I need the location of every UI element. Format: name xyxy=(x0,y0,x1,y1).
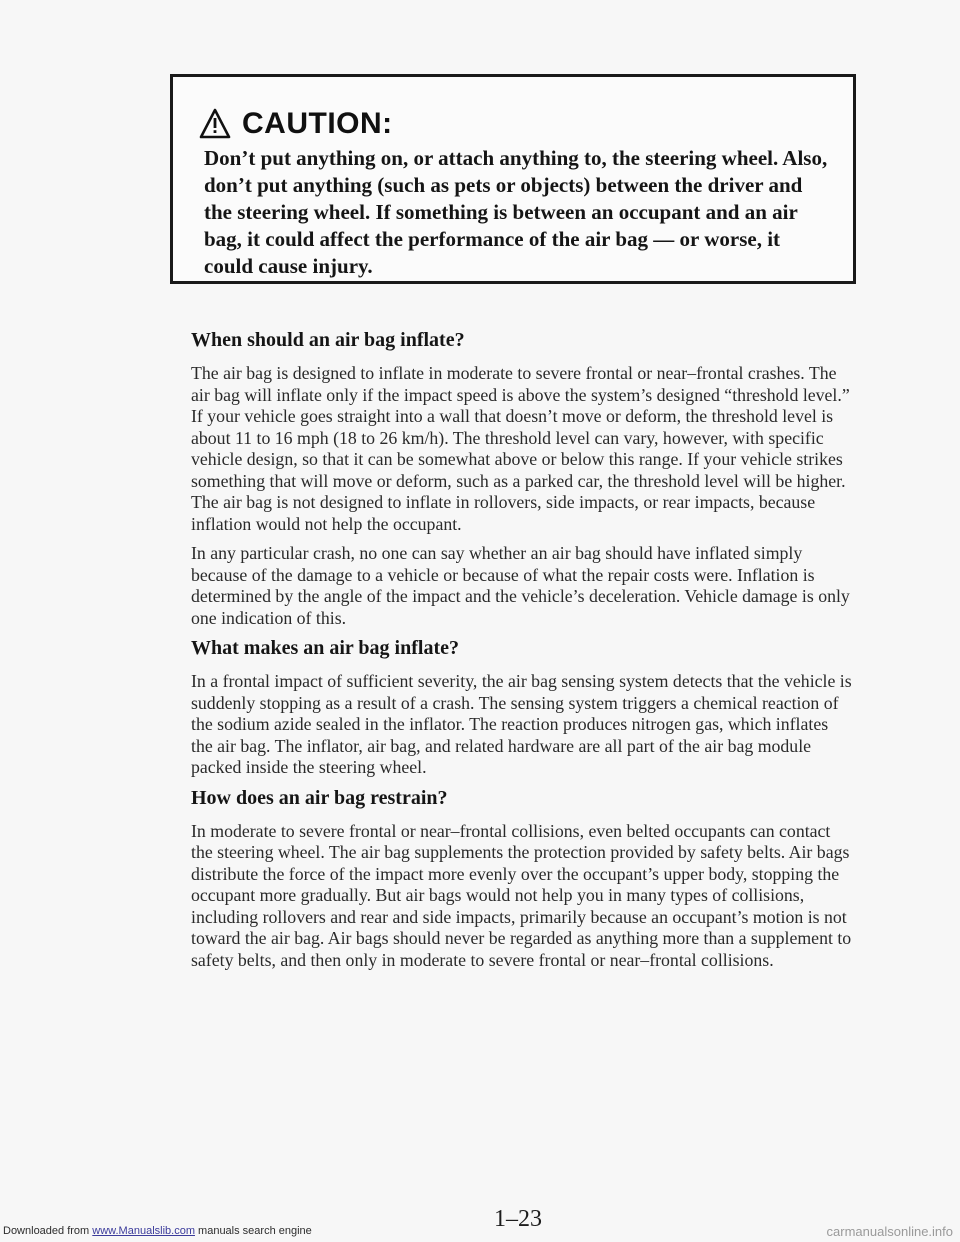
watermark-text: carmanualsonline.info xyxy=(826,1224,953,1239)
caution-title: CAUTION: xyxy=(242,107,393,140)
download-footer xyxy=(3,1225,312,1238)
footer-suffix: manuals search engine xyxy=(194,1225,312,1237)
page-number: 1–23 xyxy=(494,1206,542,1232)
caution-box xyxy=(170,74,856,284)
manualslib-link[interactable]: www.Manualslib.com xyxy=(92,1225,195,1237)
section-paragraph: In any particular crash, no one can say whether an air bag should have inflated simply because of the damage to a vehicle or because of what the repair costs were. Inflation is determined by the angle of the impact and the vehicle’s deceleration. Vehicle damage is only one indication of this. xyxy=(191,543,850,628)
section-paragraph: The air bag is designed to inflate in moderate to severe frontal or near–frontal crashes. The air bag will inflate only if the impact speed is above the system’s designed “threshold level.” If your vehicle goes straight into a wall that doesn’t move or deform, the threshold level is about 11 to 16 mph (18 to 26 km/h). The threshold level can vary, however, with specific vehicle design, so that it can be somewhat above or below this range. If your vehicle strikes something that will move or deform, such as a parked car, the threshold level will be higher. The air bag is not designed to inflate in rollovers, side impacts, or rear impacts, because inflation would not help the occupant. xyxy=(191,363,850,534)
section-heading: What makes an air bag inflate? xyxy=(191,637,459,659)
warning-triangle-icon xyxy=(198,107,232,141)
caution-text: Don’t put anything on, or attach anything to, the steering wheel. Also, don’t put anything (such as pets or objects) between the driver and the steering wheel. If something is between an occupant and an air bag, it could affect the performance of the air bag — or worse, it could cause injury. xyxy=(204,146,828,278)
section-heading: How does an air bag restrain? xyxy=(191,786,448,809)
section-paragraph: In moderate to severe frontal or near–frontal collisions, even belted occupants can contact the steering wheel. The air bag supplements the protection provided by safety belts. Air bags distribute the force of the impact more evenly over the occupant’s upper body, stopping the occupant more gradually. But air bags would not help you in many types of collisions, including rollovers and rear and side impacts, primarily because an occupant’s motion is not toward the air bag. Air bags should never be regarded as anything more than a supplement to safety belts, and then only in moderate to severe frontal or near–frontal collisions. xyxy=(191,820,852,970)
section-heading: When should an air bag inflate? xyxy=(191,329,465,351)
section-paragraph: In a frontal impact of sufficient severity, the air bag sensing system detects that the vehicle is suddenly stopping as a result of a crash. The sensing system triggers a chemical reaction of the sodium azide sealed in the inflator. The reaction produces nitrogen gas, which inflates the air bag. The inflator, air bag, and related hardware are all part of the air bag module packed inside the steering wheel. xyxy=(191,671,852,777)
main-content xyxy=(191,329,853,979)
footer-prefix: Downloaded from xyxy=(3,1225,93,1237)
caution-header xyxy=(198,107,393,141)
